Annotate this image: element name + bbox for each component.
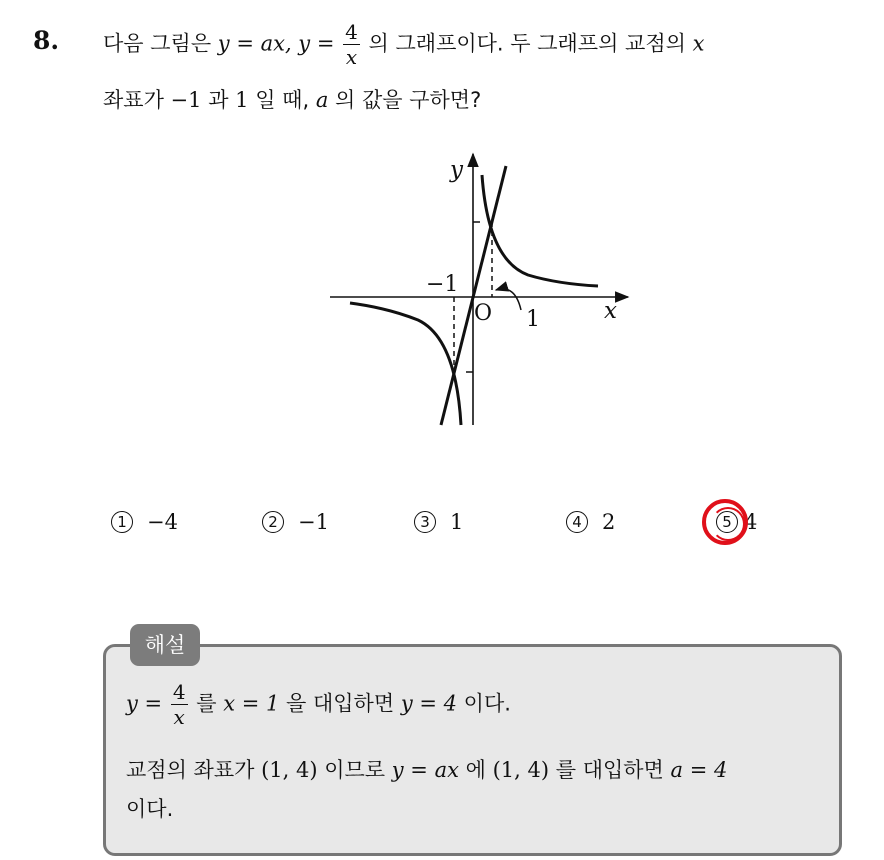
origin-label: O: [474, 301, 493, 326]
choice-value: −4: [147, 510, 178, 534]
choice-value: −1: [298, 510, 329, 534]
choice-1[interactable]: [111, 510, 178, 534]
equation: y = 4: [400, 691, 457, 716]
equation: x = 1: [223, 691, 280, 716]
solution-line-2: [126, 754, 727, 784]
solution-text: 을 대입하면: [279, 691, 401, 716]
question-text: 의 그래프이다. 두 그래프의 교점의: [361, 31, 693, 56]
question-text: 좌표가: [103, 88, 171, 112]
fraction-numerator: 4: [345, 20, 358, 44]
answer-mark-circle: [702, 499, 748, 545]
question-text: 일 때,: [248, 88, 316, 112]
math-value: 1: [235, 88, 249, 112]
equation: a = 4: [670, 758, 728, 782]
equation: y =: [126, 691, 169, 716]
fraction-denominator: x: [345, 45, 358, 69]
solution-box: [103, 644, 842, 856]
fraction-numerator: 4: [172, 680, 186, 704]
label-neg-one: −1: [426, 272, 459, 297]
function-graph: [328, 150, 634, 430]
math-value: (1, 4): [492, 758, 550, 782]
solution-text: 를 대입하면: [549, 758, 671, 782]
choice-value: 1: [450, 510, 464, 534]
solution-tag: 해설: [130, 624, 200, 666]
choice-value: 2: [602, 510, 616, 534]
solution-text: 교점의 좌표가: [126, 758, 262, 782]
choice-4[interactable]: [566, 510, 615, 534]
fraction: [343, 22, 360, 67]
solution-line-3: 이다.: [126, 797, 174, 821]
math-value: (1, 4): [261, 758, 318, 782]
fraction-denominator: x: [173, 705, 185, 729]
question-line-2: [103, 84, 481, 114]
question-line-1: [103, 22, 704, 67]
solution-text: 이므로: [317, 758, 392, 782]
x-axis-label: x: [604, 298, 617, 324]
equation: y = ax, y =: [217, 31, 342, 56]
pointer-arc: [496, 289, 521, 310]
choice-marker: 5: [716, 511, 738, 533]
choice-marker: 3: [414, 511, 436, 533]
variable: x: [692, 31, 705, 56]
math-value: −1: [170, 88, 202, 112]
choice-marker: 4: [566, 511, 588, 533]
question-text: 의 값을 구하면?: [328, 88, 482, 112]
variable: a: [315, 88, 329, 112]
choice-marker: 2: [262, 511, 284, 533]
choice-value: 4: [744, 510, 758, 534]
y-axis-label: y: [450, 157, 463, 183]
equation: y = ax: [391, 758, 459, 782]
solution-text: 이다.: [456, 691, 511, 716]
solution-line-1: [126, 682, 511, 727]
solution-text: 에: [458, 758, 493, 782]
choice-2[interactable]: [262, 510, 329, 534]
label-one: 1: [526, 307, 540, 332]
choice-3[interactable]: [414, 510, 463, 534]
choice-marker: 1: [111, 511, 133, 533]
question-text: 과: [201, 88, 236, 112]
fraction: [171, 682, 188, 727]
question-text: 다음 그림은: [103, 31, 218, 56]
solution-text: 를: [189, 691, 224, 716]
question-number: 8.: [33, 26, 60, 55]
